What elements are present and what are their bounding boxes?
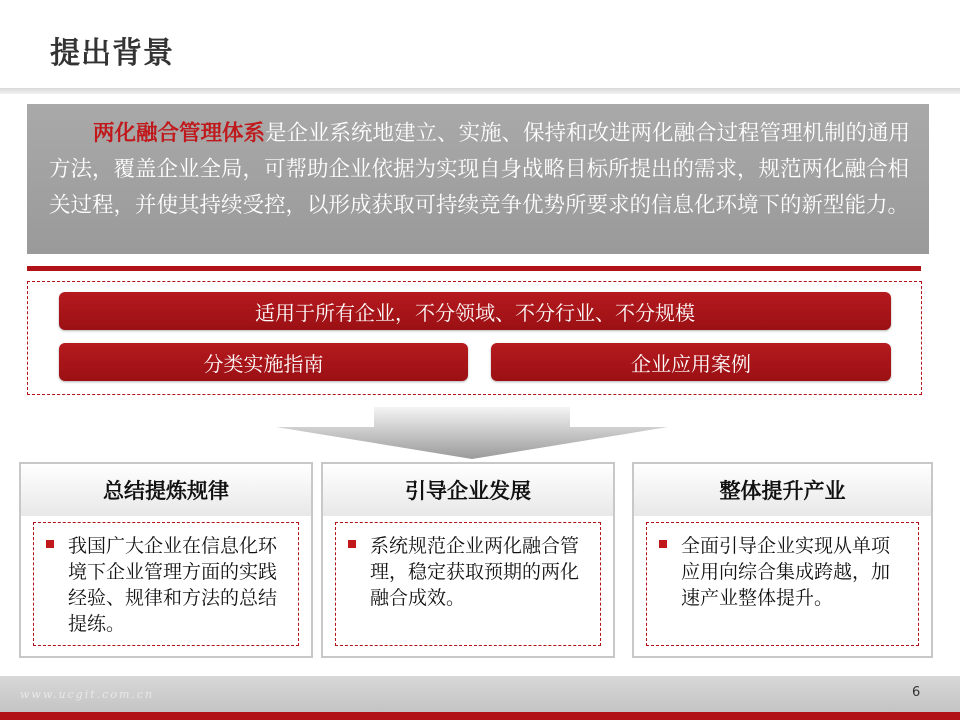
footer-url: www.ucgit.com.cn: [20, 688, 155, 701]
page-title: 提出背景: [50, 36, 174, 71]
column-summarize: [19, 462, 313, 658]
column-text: 全面引导企业实现从单项应用向综合集成跨越，加速产业整体提升。: [681, 535, 891, 609]
column-guide: [321, 462, 615, 658]
column-body: [646, 522, 919, 646]
bullet-icon: [46, 540, 54, 548]
column-title: 整体提升产业: [634, 464, 931, 516]
column-text: 系统规范企业两化融合管理，稳定获取预期的两化融合成效。: [370, 535, 580, 609]
scope-application-cases: 企业应用案例: [491, 343, 891, 381]
scope-implementation-guide: 分类实施指南: [59, 343, 468, 381]
column-upgrade: [632, 462, 933, 658]
column-text: 我国广大企业在信息化环境下企业管理方面的实践经验、规律和方法的总结提练。: [68, 535, 278, 635]
bullet-icon: [348, 540, 356, 548]
scope-all-enterprises: 适用于所有企业，不分领域、不分行业、不分规模: [59, 292, 891, 330]
title-divider: [0, 88, 960, 94]
section-divider: [27, 266, 921, 271]
down-arrow-icon: [276, 407, 668, 459]
column-body: [33, 522, 299, 646]
intro-panel: [27, 104, 929, 254]
footer-accent-bar: [0, 712, 960, 720]
intro-highlight: 两化融合管理体系: [93, 121, 266, 146]
column-body: [335, 522, 601, 646]
intro-text: 是企业系统地建立、实施、保持和改进两化融合过程管理机制的通用方法，覆盖企业全局，可帮助企业依据为实现自身战略目标所提出的需求，规范两化融合相关过程，并使其持续受控，以形成获取可持续竞争优势所要求的信息化环境下的新型能力。: [49, 121, 911, 218]
bullet-icon: [659, 540, 667, 548]
column-title: 引导企业发展: [323, 464, 613, 516]
page-number: 6: [912, 685, 921, 700]
column-title: 总结提炼规律: [21, 464, 311, 516]
